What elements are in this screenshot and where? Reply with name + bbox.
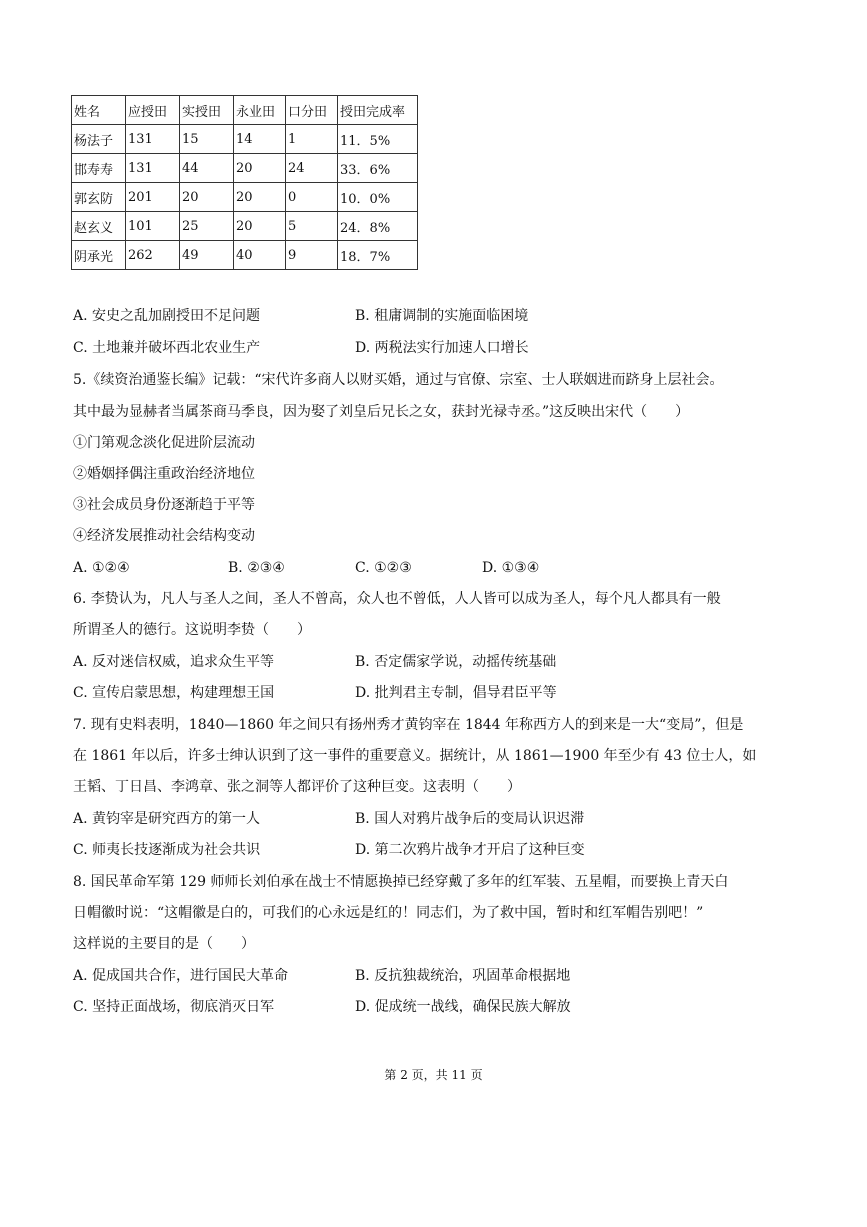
- table-row: [72, 241, 418, 270]
- table-cell: 20: [234, 154, 286, 183]
- q7-stem-line-2: 在 1861 年以后，许多士绅认识到了这一事件的重要意义。据统计，从 1861—1900 年至少有 43 位士人，如: [73, 748, 757, 764]
- table-cell: 20: [180, 183, 234, 212]
- table-header-cell: 实授田: [180, 96, 234, 125]
- table-cell: 24．8%: [338, 212, 418, 241]
- table-cell: 10．0%: [338, 183, 418, 212]
- table-cell: 14: [234, 125, 286, 154]
- table-cell: 11．5%: [338, 125, 418, 154]
- table-cell: 邯寿寿: [72, 154, 126, 183]
- table-header-cell: 永业田: [234, 96, 286, 125]
- q5-option-b[interactable]: B. ②③④: [228, 560, 285, 576]
- table-cell: 15: [180, 125, 234, 154]
- q5-statement-4: ④经济发展推动社会结构变动: [73, 528, 255, 544]
- table-row: [72, 212, 418, 241]
- q8-stem-line-3: 这样说的主要目的是（ ）: [73, 936, 255, 952]
- q5-option-a[interactable]: A. ①②④: [73, 560, 130, 576]
- table-cell: 49: [180, 241, 234, 270]
- table-cell: 1: [286, 125, 338, 154]
- q8-stem-line-2: 日帽徽时说：“这帽徽是白的，可我们的心永远是红的！同志们，为了救中国，暂时和红军帽告别吧！”: [73, 905, 704, 921]
- q6-stem-line-1: 6. 李贽认为，凡人与圣人之间，圣人不曾高，众人也不曾低，人人皆可以成为圣人，每个凡人都具有一般: [73, 591, 721, 607]
- q7-stem-line-3: 王韬、丁日昌、李鸿章、张之洞等人都评价了这种巨变。这表明（ ）: [73, 779, 521, 795]
- q6-option-a[interactable]: A. 反对迷信权威，追求众生平等: [73, 654, 275, 670]
- table-cell: 131: [126, 154, 180, 183]
- table-cell: 20: [234, 212, 286, 241]
- q7-option-c[interactable]: C. 师夷长技逐渐成为社会共识: [73, 842, 261, 858]
- q4-option-a[interactable]: A. 安史之乱加剧授田不足问题: [73, 308, 261, 324]
- q5-stem-line-1: 5.《续资治通鉴长编》记载：“宋代许多商人以财买婚，通过与官僚、宗室、士人联姻进而跻身上层社会。: [73, 372, 724, 388]
- table-cell: 131: [126, 125, 180, 154]
- table-cell: 杨法子: [72, 125, 126, 154]
- q5-option-c[interactable]: C. ①②③: [355, 560, 412, 576]
- table-cell: 0: [286, 183, 338, 212]
- table-cell: 5: [286, 212, 338, 241]
- page-number-footer: 第 2 页，共 11 页: [384, 1068, 483, 1082]
- table-cell: 25: [180, 212, 234, 241]
- table-header-cell: 口分田: [286, 96, 338, 125]
- table-cell: 201: [126, 183, 180, 212]
- table-cell: 赵玄义: [72, 212, 126, 241]
- q7-stem-line-1: 7. 现有史料表明，1840—1860 年之间只有扬州秀才黄钧宰在 1844 年称西方人的到来是一大“变局”，但是: [73, 717, 744, 733]
- q6-stem-line-2: 所谓圣人的德行。这说明李贽（ ）: [73, 622, 311, 638]
- table-cell: 20: [234, 183, 286, 212]
- q6-option-b[interactable]: B. 否定儒家学说，动摇传统基础: [355, 654, 557, 670]
- table-header-cell: 应授田: [126, 96, 180, 125]
- table-header-cell: 授田完成率: [338, 96, 418, 125]
- q5-statement-3: ③社会成员身份逐渐趋于平等: [73, 497, 255, 513]
- q5-option-d[interactable]: D. ①③④: [482, 560, 540, 576]
- q8-option-b[interactable]: B. 反抗独裁统治，巩固革命根据地: [355, 968, 571, 984]
- table-cell: 阴承光: [72, 241, 126, 270]
- q7-option-b[interactable]: B. 国人对鸦片战争后的变局认识迟滞: [355, 811, 585, 827]
- q8-stem-line-1: 8. 国民革命军第 129 师师长刘伯承在战士不情愿换掉已经穿戴了多年的红军装、五星帽，而要换上青天白: [73, 874, 729, 890]
- table-header-row: [72, 96, 418, 125]
- table-row: [72, 154, 418, 183]
- q7-option-d[interactable]: D. 第二次鸦片战争才开启了这种巨变: [355, 842, 585, 858]
- q4-option-d[interactable]: D. 两税法实行加速人口增长: [355, 340, 529, 356]
- q8-option-c[interactable]: C. 坚持正面战场，彻底消灭日军: [73, 999, 275, 1015]
- table-row: [72, 183, 418, 212]
- table-cell: 18．7%: [338, 241, 418, 270]
- table-cell: 9: [286, 241, 338, 270]
- table-cell: 40: [234, 241, 286, 270]
- table-header-cell: 姓名: [72, 96, 126, 125]
- table-cell: 262: [126, 241, 180, 270]
- land-grant-table: [71, 95, 418, 270]
- q8-option-a[interactable]: A. 促成国共合作，进行国民大革命: [73, 968, 289, 984]
- q5-stem-line-2: 其中最为显赫者当属茶商马季良，因为娶了刘皇后兄长之女，获封光禄寺丞。”这反映出宋代（ ）: [73, 404, 690, 420]
- table-cell: 44: [180, 154, 234, 183]
- table-row: [72, 125, 418, 154]
- table-cell: 101: [126, 212, 180, 241]
- table-cell: 24: [286, 154, 338, 183]
- q8-option-d[interactable]: D. 促成统一战线，确保民族大解放: [355, 999, 571, 1015]
- q6-option-c[interactable]: C. 宣传启蒙思想，构建理想王国: [73, 685, 275, 701]
- q5-statement-1: ①门第观念淡化促进阶层流动: [73, 435, 255, 451]
- q4-option-c[interactable]: C. 土地兼并破坏西北农业生产: [73, 340, 261, 356]
- table-cell: 郭玄防: [72, 183, 126, 212]
- q4-option-b[interactable]: B. 租庸调制的实施面临困境: [355, 308, 529, 324]
- q7-option-a[interactable]: A. 黄钧宰是研究西方的第一人: [73, 811, 261, 827]
- table-cell: 33．6%: [338, 154, 418, 183]
- q6-option-d[interactable]: D. 批判君主专制，倡导君臣平等: [355, 685, 557, 701]
- q5-statement-2: ②婚姻择偶注重政治经济地位: [73, 466, 255, 482]
